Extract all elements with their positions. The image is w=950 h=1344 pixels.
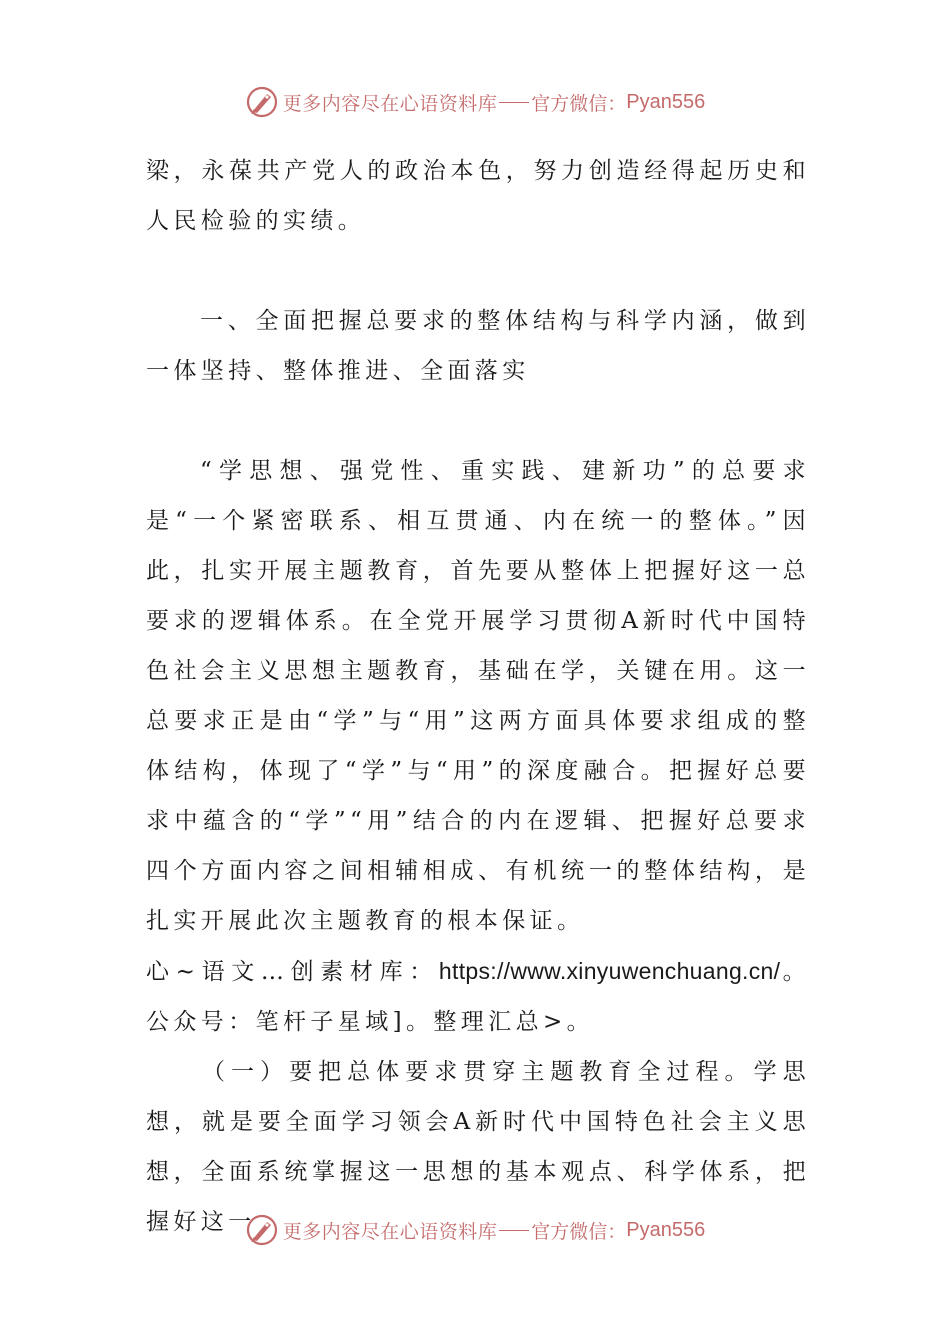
paragraph-continuation: 梁，永葆共产党人的政治本色，努力创造经得起历史和人民检验的实绩。 <box>146 158 810 234</box>
pen-nib-circle-icon <box>245 85 279 119</box>
footer-dash <box>499 1230 529 1231</box>
header-wechat-label: 官方微信： <box>531 92 627 115</box>
paragraph-subsection: （一）要把总体要求贯穿主题教育全过程。学思想，就是要全面学习领会A新时代中国特色社会主义思想，全面系统掌握这一思想的基本观点、科学体系，把握好这一 <box>146 1059 810 1235</box>
spacer <box>146 246 810 296</box>
footer-wechat-id: Pyan556 <box>626 1218 706 1241</box>
header-banner <box>0 80 950 124</box>
header-brand: 更多内容尽在心语资料库 <box>282 92 498 115</box>
pen-nib-circle-icon <box>245 1213 279 1247</box>
spacer <box>146 396 810 446</box>
footer-banner <box>0 1208 950 1252</box>
header-wechat-id: Pyan556 <box>626 90 706 113</box>
footer-brand: 更多内容尽在心语资料库 <box>282 1220 498 1243</box>
source-url: https://www.xinyuwenchuang.cn/ <box>438 958 781 984</box>
section-heading: 一、全面把握总要求的整体结构与科学内涵，做到一体坚持、整体推进、全面落实 <box>146 308 810 384</box>
source-note <box>146 946 810 1047</box>
source-suffix: 。公众号：笔杆子星域]。整理汇总>。 <box>146 959 810 1035</box>
footer-wechat-label: 官方微信： <box>531 1220 627 1243</box>
document-body <box>146 146 810 1247</box>
source-prefix: 心~语文…创素材库： <box>146 959 439 985</box>
paragraph-main: “学思想、强党性、重实践、建新功”的总要求是“一个紧密联系、相互贯通、内在统一的整体。”因此，扎实开展主题教育，首先要从整体上把握好这一总要求的逻辑体系。在全党开展学习贯彻A新时代中国特色社会主义思想主题教育，基础在学，关键在用。这一总要求正是由“学”与“用”这两方面具体要求组成的整体结构，体现了“学”与“用”的深度融合。把握好总要求中蕴含的“学”“用”结合的内在逻辑、把握好总要求四个方面内容之间相辅相成、有机统一的整体结构，是扎实开展此次主题教育的根本保证。 <box>146 458 810 934</box>
header-dash <box>499 102 529 103</box>
